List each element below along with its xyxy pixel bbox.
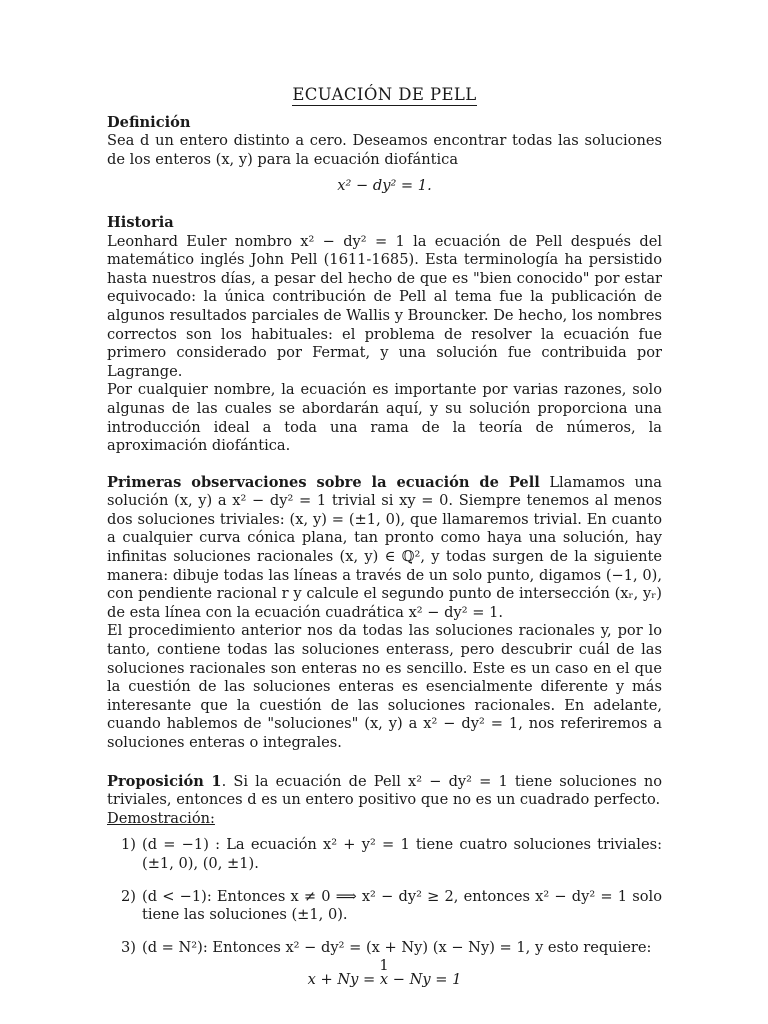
observations-paragraph-2: El procedimiento anterior nos da todas las soluciones racionales y, por lo tanto, contiene todas las soluciones enterass, pero descubrir cuál de las soluciones racionales son enteras no es sencillo. Este es un caso en el que la cuestión de las soluciones enteras es esencialmente diferente y más interesante que la cuestión de las soluciones racionales. En adelante, cuando hablemos de "soluciones" (x, y) a x² − dy² = 1, nos referiremos a soluciones enteras o integrales.: [107, 622, 662, 751]
observations-text-1: Llamamos una solución (x, y) a x² − dy² = 1 trivial si xy = 0. Siempre tenemos al menos dos soluciones triviales: (x, y) = (±1, 0), que llamaremos trivial. En cuanto a cualquier curva cónica plana, tan pronto como haya una solución, hay infinitas soluciones racionales (x, y) ∈ ℚ², y todas surgen de la siguiente manera: dibuje todas las líneas a través de un solo punto, digamos (−1, 0), con pendiente racional r y calcule el segundo punto de intersección (xᵣ, yᵣ) de esta línea con la ecuación cuadrática x² − dy² = 1.: [107, 473, 663, 621]
observations-section: [107, 474, 662, 753]
pell-equation: x² − dy² = 1.: [337, 177, 432, 195]
case-text: (d = −1) : La ecuación x² + y² = 1 tiene cuatro soluciones triviales: (±1, 0), (0, ±1).: [142, 836, 662, 872]
case-text: (d < −1): Entonces x ≠ 0 ⟹ x² − dy² ≥ 2, entonces x² − dy² = 1 solo tiene las soluciones (±1, 0).: [142, 887, 662, 924]
definition-section: [107, 114, 662, 196]
case-number: 1): [121, 836, 136, 854]
proposition-statement: [107, 773, 662, 810]
definition-heading: Definición: [107, 113, 191, 131]
proposition-label: Proposición 1: [107, 772, 222, 790]
proof-cases: [107, 836, 662, 957]
page-title: ECUACIÓN DE PELL: [292, 85, 477, 104]
observations-paragraph-1: [107, 474, 662, 623]
list-item: [121, 888, 662, 925]
case-text: (d = N²): Entonces x² − dy² = (x + Ny) (x − Ny) = 1, y esto requiere:: [142, 938, 652, 956]
definition-text: Sea d un entero distinto a cero. Deseamos encontrar todas las soluciones de los enteros (x, y) para la ecuación diofántica: [107, 132, 662, 168]
list-item: [121, 836, 662, 873]
proof-label: Demostración:: [107, 809, 215, 827]
history-paragraph-2: Por cualquier nombre, la ecuación es importante por varias razones, solo algunas de las cuales se abordarán aquí, y su solución proporciona una introducción ideal a toda una rama de la teoría de números, la aproximación diofántica.: [107, 381, 662, 455]
final-equation: x + Ny = x − Ny = 1: [307, 971, 462, 989]
observations-heading: Primeras observaciones sobre la ecuación de Pell: [107, 473, 540, 491]
history-heading: Historia: [107, 213, 174, 231]
case-number: 2): [121, 887, 136, 905]
list-item: [121, 939, 662, 958]
page-number: 1: [379, 957, 389, 974]
history-paragraph-1: Leonhard Euler nombro x² − dy² = 1 la ecuación de Pell después del matemático inglés John Pell (1611-1685). Esta terminología ha persistido hasta nuestros días, a pesar del hecho de que es "bien conocido" por estar equivocado: la única contribución de Pell al tema fue la publicación de algunos resultados parciales de Wallis y Brouncker. De hecho, los nombres correctos son los habituales: el problema de resolver la ecuación fue primero considerado por Fermat, y una solución fue contribuida por Lagrange.: [107, 232, 662, 380]
history-section: [107, 214, 662, 456]
proposition-text: . Si la ecuación de Pell x² − dy² = 1 tiene soluciones no triviales, entonces d es un entero positivo que no es un cuadrado perfecto.: [107, 772, 663, 809]
case-number: 3): [121, 938, 136, 956]
